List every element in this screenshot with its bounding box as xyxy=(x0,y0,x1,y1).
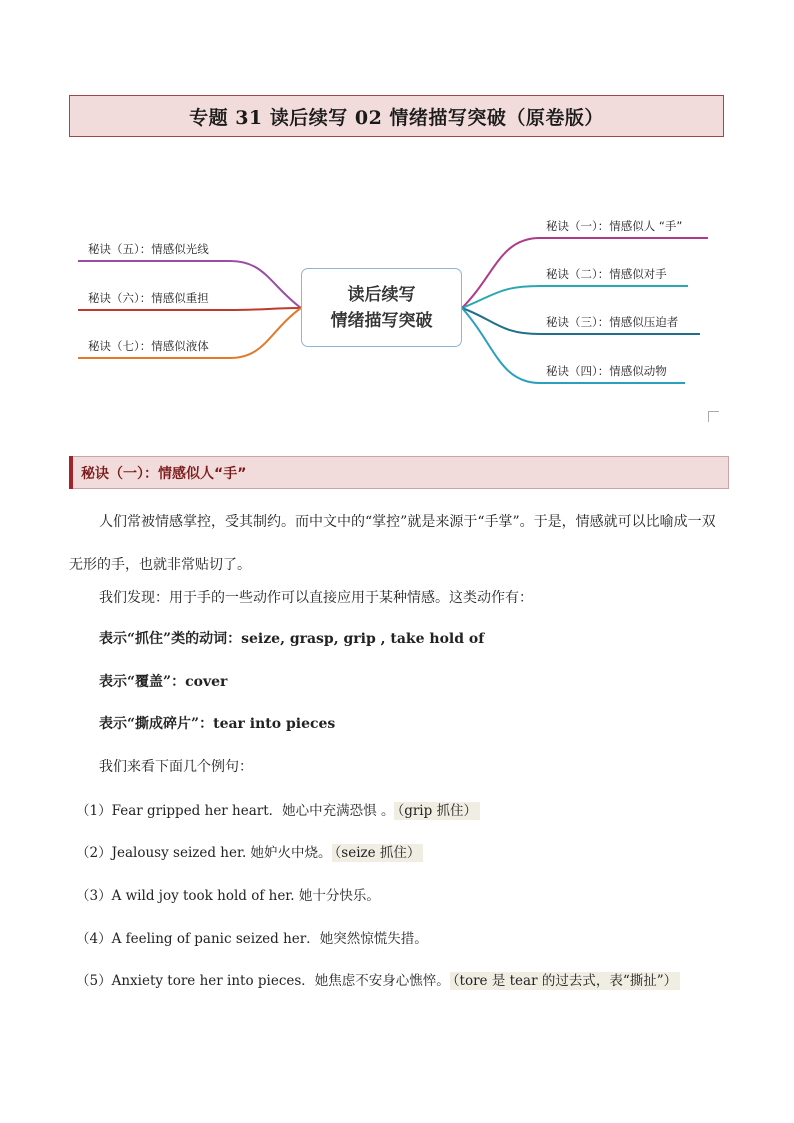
discover-paragraph: 我们发现：用于手的一些动作可以直接应用于某种情感。这类动作有： xyxy=(99,590,533,606)
example-sentence-4 xyxy=(76,927,428,947)
center-line-2: 情绪描写突破 xyxy=(330,310,433,331)
document-title: 专题 31 读后续写 02 情绪描写突破（原卷版） xyxy=(189,106,604,129)
example-sentence-2 xyxy=(76,841,423,861)
document-title-box xyxy=(69,95,724,137)
branch-label-7: 秘诀（七）：情感似液体 xyxy=(88,339,209,353)
center-line-1: 读后续写 xyxy=(347,284,416,305)
branch-line-6 xyxy=(78,308,301,310)
verbs-tear-line: 表示“撕成碎片”：tear into pieces xyxy=(99,716,336,732)
example-note: （tore 是 tear 的过去式，表“撕扯”） xyxy=(450,972,680,990)
branch-label-5: 秘诀（五）：情感似光线 xyxy=(88,242,209,256)
section-heading: 秘诀（一）：情感似人“手” xyxy=(81,465,247,482)
example-sentence-3 xyxy=(76,884,380,904)
example-text: （5）Anxiety tore her into pieces．她焦虑不安身心憔悴。 xyxy=(76,973,450,989)
section-heading-box xyxy=(69,456,729,489)
branch-label-1: 秘诀（一）：情感似人 “手” xyxy=(546,219,683,233)
mind-map-center-node xyxy=(301,268,462,347)
branch-label-4: 秘诀（四）：情感似动物 xyxy=(546,364,667,378)
example-note: （seize 抓住） xyxy=(332,844,424,862)
branch-label-3: 秘诀（三）：情感似压迫者 xyxy=(546,315,679,329)
corner-mark xyxy=(708,411,719,422)
example-sentence-5 xyxy=(76,969,680,989)
branch-label-6: 秘诀（六）：情感似重担 xyxy=(88,291,209,305)
verbs-cover-line: 表示“覆盖”：cover xyxy=(99,674,228,690)
example-text: （3）A wild joy took hold of her. 她十分快乐。 xyxy=(76,888,380,904)
intro-paragraph: 人们常被情感掌控，受其制约。而中文中的“掌控”就是来源于“手掌”。于是，情感就可以比喻成一双无形的手，也就非常贴切了。 xyxy=(69,514,716,573)
examples-intro: 我们来看下面几个例句： xyxy=(99,759,253,775)
example-text: （4）A feeling of panic seized her．她突然惊慌失措。 xyxy=(76,931,428,947)
example-text: （1）Fear gripped her heart．她心中充满恐惧 。 xyxy=(76,803,395,819)
mind-map xyxy=(0,195,794,425)
example-sentence-1 xyxy=(76,799,480,819)
section-heading-accent xyxy=(69,456,73,489)
branch-label-2: 秘诀（二）：情感似对手 xyxy=(546,267,667,281)
example-text: （2）Jealousy seized her. 她妒火中烧。 xyxy=(76,845,332,861)
branch-line-2 xyxy=(462,286,688,308)
example-note: （grip 抓住） xyxy=(394,802,480,820)
verbs-grip-line: 表示“抓住”类的动词：seize, grasp, grip , take hold of xyxy=(99,631,485,647)
